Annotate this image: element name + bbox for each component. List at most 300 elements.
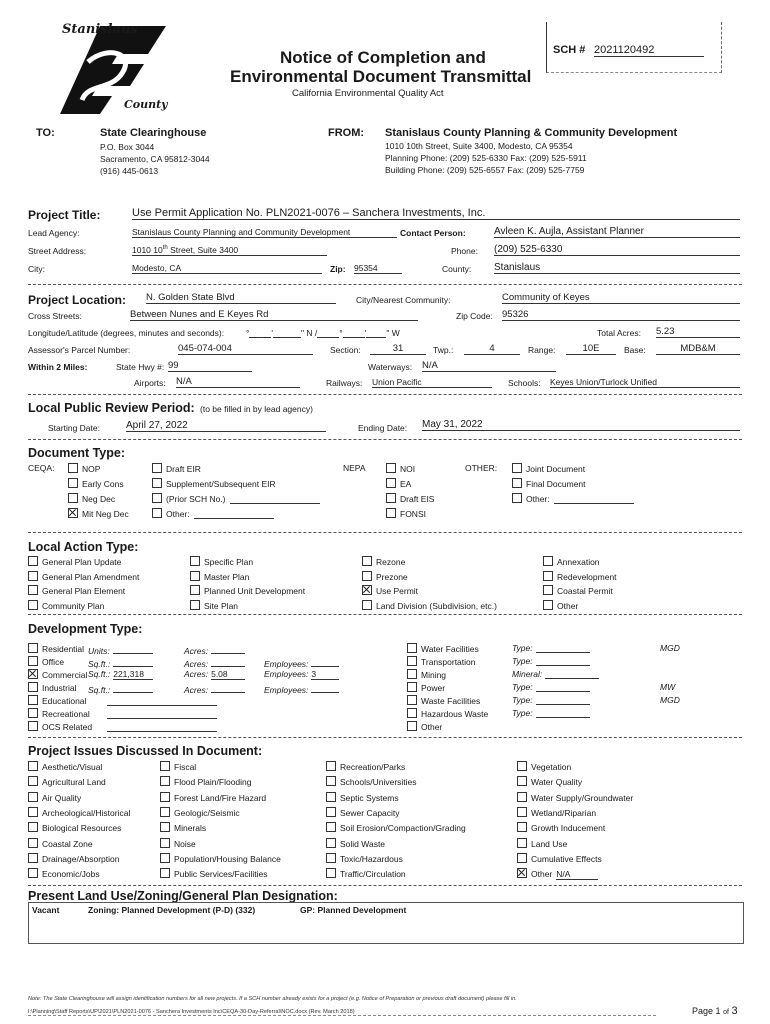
zip-code-field[interactable]: 95326 bbox=[502, 309, 740, 321]
option-label: Annexation bbox=[557, 557, 600, 567]
option-general-plan-amendment[interactable] bbox=[28, 571, 139, 582]
checkbox[interactable] bbox=[28, 643, 38, 653]
airports-field[interactable]: N/A bbox=[176, 376, 300, 388]
checkbox[interactable] bbox=[190, 571, 200, 581]
option-sewer-capacity[interactable] bbox=[326, 807, 400, 818]
apn-label: Assessor's Parcel Number: bbox=[28, 345, 131, 355]
option-fiscal[interactable] bbox=[160, 761, 196, 772]
checkbox[interactable] bbox=[407, 708, 417, 718]
option-label: Hazardous Waste bbox=[421, 709, 489, 719]
checkbox[interactable] bbox=[160, 807, 170, 817]
option-schools-universities[interactable] bbox=[326, 776, 417, 787]
option-prezone[interactable] bbox=[362, 571, 408, 582]
checkbox[interactable] bbox=[28, 822, 38, 832]
option-site-plan[interactable] bbox=[190, 600, 238, 611]
sch-label: SCH # bbox=[553, 44, 586, 56]
checkbox[interactable] bbox=[326, 792, 336, 802]
to-line-2: Sacramento, CA 95812-3044 bbox=[100, 154, 210, 164]
railways-field[interactable]: Union Pacific bbox=[372, 377, 492, 388]
blank-field[interactable] bbox=[230, 494, 320, 504]
checkbox[interactable] bbox=[28, 708, 38, 718]
dev-type-field[interactable] bbox=[512, 695, 590, 705]
county-field[interactable]: Stanislaus bbox=[494, 262, 740, 274]
dev-type-value[interactable] bbox=[536, 695, 590, 705]
option-drainage-absorption[interactable] bbox=[28, 853, 120, 864]
option-annexation[interactable] bbox=[543, 556, 600, 567]
dev-field-value[interactable] bbox=[211, 643, 245, 654]
checkbox[interactable] bbox=[407, 656, 417, 666]
option-waste-facilities[interactable] bbox=[407, 695, 480, 706]
option-cumulative-effects[interactable] bbox=[517, 853, 602, 864]
option-label: Redevelopment bbox=[557, 571, 617, 582]
option-label: FONSI bbox=[400, 509, 426, 519]
option-water-facilities[interactable] bbox=[407, 643, 479, 654]
option-label: Aesthetic/Visual bbox=[42, 762, 103, 772]
base-label: Base: bbox=[624, 345, 646, 355]
checkbox[interactable] bbox=[28, 556, 38, 566]
checkbox[interactable] bbox=[407, 643, 417, 653]
option-air-quality[interactable] bbox=[28, 792, 81, 803]
option-water-quality[interactable] bbox=[517, 776, 582, 787]
dev-field-acres[interactable] bbox=[184, 682, 245, 695]
checkbox[interactable] bbox=[543, 600, 553, 610]
option-residential[interactable] bbox=[28, 643, 84, 654]
option-label: Rezone bbox=[376, 557, 406, 567]
blank-field[interactable] bbox=[194, 509, 274, 519]
checkbox[interactable] bbox=[326, 838, 336, 848]
latlong-fields[interactable]: ° ' " N / ° ' " W bbox=[246, 328, 400, 338]
dev-field-value[interactable]: 221,318 bbox=[113, 669, 153, 680]
checkbox[interactable] bbox=[28, 792, 38, 802]
option-specific-plan[interactable] bbox=[190, 556, 253, 567]
checkbox[interactable] bbox=[190, 585, 200, 595]
dev-field-value[interactable] bbox=[311, 656, 339, 667]
option-water-supply-groundwater[interactable] bbox=[517, 792, 633, 803]
to-line-3: (916) 445-0613 bbox=[100, 166, 159, 176]
option-early-cons[interactable] bbox=[68, 478, 124, 489]
phone-label: Phone: bbox=[451, 246, 478, 256]
state-hwy-field[interactable]: 99 bbox=[168, 360, 252, 372]
checkbox[interactable] bbox=[386, 463, 396, 473]
dev-field-label: Employees: bbox=[264, 685, 309, 695]
option-minerals[interactable] bbox=[160, 822, 206, 833]
blank-field[interactable] bbox=[554, 494, 634, 504]
dev-field-value[interactable] bbox=[107, 695, 217, 706]
checkbox[interactable] bbox=[362, 585, 372, 595]
option-other[interactable] bbox=[517, 868, 598, 879]
option-land-division-subdivision-etc[interactable] bbox=[362, 600, 497, 611]
option-label: Archeological/Historical bbox=[42, 807, 131, 818]
divider bbox=[28, 394, 742, 395]
option-draft-eis[interactable] bbox=[386, 493, 434, 504]
dev-field-value[interactable] bbox=[113, 682, 153, 693]
option-fonsi[interactable] bbox=[386, 508, 426, 519]
option-planned-unit-development[interactable] bbox=[190, 585, 305, 596]
phone-field[interactable]: (209) 525-6330 bbox=[494, 244, 740, 256]
dev-unit-label: MGD bbox=[660, 695, 680, 705]
checkbox[interactable] bbox=[362, 556, 372, 566]
starting-date-field[interactable]: April 27, 2022 bbox=[126, 420, 326, 432]
checkbox[interactable] bbox=[28, 585, 38, 595]
checkbox[interactable] bbox=[28, 807, 38, 817]
option-hazardous-waste[interactable] bbox=[407, 708, 488, 719]
checkbox[interactable] bbox=[28, 721, 38, 731]
total-acres-field[interactable]: 5.23 bbox=[656, 326, 740, 338]
checkbox[interactable] bbox=[190, 600, 200, 610]
option-land-use[interactable] bbox=[517, 838, 567, 849]
checkbox[interactable] bbox=[326, 822, 336, 832]
option-traffic-circulation[interactable] bbox=[326, 868, 406, 879]
checkbox[interactable] bbox=[512, 478, 522, 488]
checkbox[interactable] bbox=[517, 807, 527, 817]
checkbox[interactable] bbox=[543, 556, 553, 566]
checkbox[interactable] bbox=[68, 508, 78, 518]
checkbox[interactable] bbox=[28, 761, 38, 771]
option-other[interactable] bbox=[407, 721, 442, 732]
from-line-1: 1010 10th Street, Suite 3400, Modesto, CA 95354 bbox=[385, 141, 573, 151]
project-location-field[interactable]: N. Golden State Blvd bbox=[146, 292, 336, 304]
option-office[interactable] bbox=[28, 656, 64, 667]
cross-streets-label: Cross Streets: bbox=[28, 311, 82, 321]
checkbox[interactable] bbox=[28, 656, 38, 666]
option-coastal-permit[interactable] bbox=[543, 585, 613, 596]
checkbox[interactable] bbox=[68, 493, 78, 503]
option-label: Community Plan bbox=[42, 600, 105, 611]
option-other[interactable] bbox=[152, 508, 274, 519]
schools-field[interactable]: Keyes Union/Turlock Unified bbox=[550, 377, 740, 388]
checkbox[interactable] bbox=[512, 493, 522, 503]
option-final-document[interactable] bbox=[512, 478, 586, 489]
option-geologic-seismic[interactable] bbox=[160, 807, 240, 818]
dev-type-field[interactable] bbox=[512, 656, 590, 666]
twp-field[interactable]: 4 bbox=[464, 343, 520, 355]
dev-field-value[interactable]: 5.08 bbox=[211, 669, 245, 680]
checkbox[interactable] bbox=[543, 571, 553, 581]
checkbox[interactable] bbox=[407, 682, 417, 692]
dev-field-sq-ft[interactable] bbox=[88, 669, 153, 680]
section-field[interactable]: 31 bbox=[370, 343, 426, 355]
cross-streets-field[interactable]: Between Nunes and E Keyes Rd bbox=[130, 309, 418, 321]
waterways-field[interactable]: N/A bbox=[422, 360, 556, 372]
dev-field-employees[interactable] bbox=[264, 656, 339, 669]
option-forest-land-fire-hazard[interactable] bbox=[160, 792, 266, 803]
nearest-community-label: City/Nearest Community: bbox=[356, 295, 451, 305]
option-wetland-riparian[interactable] bbox=[517, 807, 596, 818]
checkbox[interactable] bbox=[160, 868, 170, 878]
option-label: Draft EIS bbox=[400, 494, 435, 504]
option-public-services-facilities[interactable] bbox=[160, 868, 268, 879]
option-label: Traffic/Circulation bbox=[340, 869, 406, 880]
option-coastal-zone[interactable] bbox=[28, 838, 93, 849]
checkbox[interactable] bbox=[28, 776, 38, 786]
waterways-label: Waterways: bbox=[368, 362, 413, 372]
state-hwy-label: State Hwy #: bbox=[116, 362, 165, 372]
dev-field-sq-ft[interactable] bbox=[88, 656, 153, 669]
dev-field-value[interactable] bbox=[211, 656, 245, 667]
checkbox[interactable] bbox=[28, 669, 38, 679]
lead-agency-label: Lead Agency: bbox=[28, 228, 80, 238]
option-transportation[interactable] bbox=[407, 656, 476, 667]
checkbox[interactable] bbox=[407, 669, 417, 679]
option-label: Commercial bbox=[42, 670, 88, 680]
dev-field-blank[interactable] bbox=[104, 721, 217, 734]
sch-number-field[interactable]: 2021120492 bbox=[594, 44, 704, 57]
option-label: Coastal Permit bbox=[557, 586, 613, 596]
option-vegetation[interactable] bbox=[517, 761, 571, 772]
checkbox[interactable] bbox=[160, 853, 170, 863]
option-archeological-historical[interactable] bbox=[28, 807, 130, 818]
option-label: Geologic/Seismic bbox=[174, 807, 240, 818]
checkbox[interactable] bbox=[517, 868, 527, 878]
checkbox[interactable] bbox=[326, 853, 336, 863]
checkbox[interactable] bbox=[362, 571, 372, 581]
checkbox[interactable] bbox=[68, 463, 78, 473]
dev-field-value[interactable] bbox=[113, 643, 153, 654]
dev-field-value[interactable] bbox=[107, 721, 217, 732]
contact-person-field[interactable]: Avleen K. Aujla, Assistant Planner bbox=[494, 226, 740, 238]
option-label: Noise bbox=[174, 838, 196, 849]
total-acres-label: Total Acres: bbox=[597, 328, 641, 338]
city-field[interactable]: Modesto, CA bbox=[132, 263, 322, 274]
checkbox[interactable] bbox=[407, 721, 417, 731]
dev-type-field[interactable] bbox=[512, 643, 590, 653]
option-rezone[interactable] bbox=[362, 556, 405, 567]
option-industrial[interactable] bbox=[28, 682, 77, 693]
checkbox[interactable] bbox=[152, 463, 162, 473]
range-label: Range: bbox=[528, 345, 556, 355]
street-address-field[interactable]: 1010 10th Street, Suite 3400 bbox=[132, 245, 327, 256]
option-label: Power bbox=[421, 683, 446, 693]
option-nop[interactable] bbox=[68, 463, 100, 474]
checkbox[interactable] bbox=[517, 822, 527, 832]
option-educational[interactable] bbox=[28, 695, 86, 706]
checkbox[interactable] bbox=[326, 776, 336, 786]
option-value[interactable]: N/A bbox=[556, 869, 598, 880]
checkbox[interactable] bbox=[326, 868, 336, 878]
option-mining[interactable] bbox=[407, 669, 446, 680]
contact-person-label: Contact Person: bbox=[400, 228, 466, 238]
option-use-permit[interactable] bbox=[362, 585, 418, 596]
checkbox[interactable] bbox=[543, 585, 553, 595]
checkbox[interactable] bbox=[190, 556, 200, 566]
option-label: Planned Unit Development bbox=[204, 586, 306, 596]
within-2-miles-label: Within 2 Miles: bbox=[28, 362, 88, 372]
checkbox[interactable] bbox=[362, 600, 372, 610]
dev-field-value[interactable] bbox=[113, 656, 153, 667]
dev-field-value[interactable] bbox=[211, 682, 245, 693]
checkbox[interactable] bbox=[326, 807, 336, 817]
project-title-field[interactable]: Use Permit Application No. PLN2021-0076 – Sanchera Investments, Inc. bbox=[132, 207, 740, 220]
option-label: Solid Waste bbox=[340, 838, 386, 849]
option-label: Master Plan bbox=[204, 571, 250, 582]
airports-label: Airports: bbox=[134, 378, 166, 388]
option-label: Population/Housing Balance bbox=[174, 853, 281, 864]
checkbox[interactable] bbox=[160, 792, 170, 802]
dev-field-employees[interactable] bbox=[264, 669, 339, 680]
dev-type-field[interactable] bbox=[512, 682, 590, 692]
dev-field-blank[interactable] bbox=[104, 695, 217, 708]
dev-field-label: Acres: bbox=[184, 646, 209, 656]
checkbox[interactable] bbox=[28, 695, 38, 705]
option-mit-neg-dec[interactable] bbox=[68, 508, 129, 519]
checkbox[interactable] bbox=[28, 838, 38, 848]
option-general-plan-update[interactable] bbox=[28, 556, 121, 567]
option-other[interactable] bbox=[543, 600, 578, 611]
checkbox[interactable] bbox=[326, 761, 336, 771]
checkbox[interactable] bbox=[160, 838, 170, 848]
option-label: Industrial bbox=[42, 683, 77, 693]
option-noi[interactable] bbox=[386, 463, 415, 474]
option-joint-document[interactable] bbox=[512, 463, 585, 474]
option-label: Coastal Zone bbox=[42, 838, 93, 849]
option-septic-systems[interactable] bbox=[326, 792, 399, 803]
option-flood-plain-flooding[interactable] bbox=[160, 776, 252, 787]
dev-type-label: Type: bbox=[512, 656, 533, 666]
option-label: Public Services/Facilities bbox=[174, 869, 268, 880]
option-draft-eir[interactable] bbox=[152, 463, 201, 474]
option-commercial[interactable] bbox=[28, 669, 87, 680]
checkbox[interactable] bbox=[517, 776, 527, 786]
option-label: NOI bbox=[400, 464, 416, 474]
dev-unit-label: MGD bbox=[660, 643, 680, 653]
dev-field-acres[interactable] bbox=[184, 643, 245, 656]
option-other[interactable] bbox=[512, 493, 634, 504]
zip-code-label: Zip Code: bbox=[456, 311, 493, 321]
option-label: Neg Dec bbox=[82, 494, 116, 504]
latlong-label: Longitude/Latitude (degrees, minutes and seconds): bbox=[28, 328, 225, 338]
checkbox[interactable] bbox=[28, 868, 38, 878]
dev-type-label: Type: bbox=[512, 643, 533, 653]
dev-field-employees[interactable] bbox=[264, 682, 339, 695]
checkbox[interactable] bbox=[28, 853, 38, 863]
checkbox[interactable] bbox=[160, 822, 170, 832]
checkbox[interactable] bbox=[407, 695, 417, 705]
nearest-community-field[interactable]: Community of Keyes bbox=[502, 292, 740, 304]
dev-field-label: Employees: bbox=[264, 669, 309, 679]
option-label: Growth Inducement bbox=[531, 823, 606, 834]
checkbox[interactable] bbox=[386, 508, 396, 518]
option-label: Schools/Universities bbox=[340, 777, 417, 788]
option-label: Waste Facilities bbox=[421, 696, 481, 706]
checkbox[interactable] bbox=[152, 478, 162, 488]
checkbox[interactable] bbox=[517, 792, 527, 802]
checkbox[interactable] bbox=[152, 508, 162, 518]
option-neg-dec[interactable] bbox=[68, 493, 115, 504]
option-general-plan-element[interactable] bbox=[28, 585, 125, 596]
dev-type-value[interactable] bbox=[545, 669, 599, 679]
dev-field-sq-ft[interactable] bbox=[88, 682, 153, 695]
option-community-plan[interactable] bbox=[28, 600, 104, 611]
option-ocs-related[interactable] bbox=[28, 721, 92, 732]
option-label: Sewer Capacity bbox=[340, 807, 400, 818]
base-field[interactable]: MDB&M bbox=[656, 343, 740, 355]
checkbox[interactable] bbox=[152, 493, 162, 503]
checkbox[interactable] bbox=[28, 571, 38, 581]
dev-field-units[interactable] bbox=[88, 643, 153, 656]
option-solid-waste[interactable] bbox=[326, 838, 385, 849]
dev-type-field[interactable] bbox=[512, 708, 590, 718]
checkbox[interactable] bbox=[28, 600, 38, 610]
option-growth-inducement[interactable] bbox=[517, 822, 605, 833]
dev-type-value[interactable] bbox=[536, 682, 590, 692]
option-label: Site Plan bbox=[204, 600, 239, 611]
option-ea[interactable] bbox=[386, 478, 411, 489]
option-label: Toxic/Hazardous bbox=[340, 853, 403, 864]
option-prior-sch-no[interactable] bbox=[152, 493, 320, 504]
checkbox[interactable] bbox=[386, 478, 396, 488]
option-label: Supplement/Subsequent EIR bbox=[166, 479, 276, 489]
checkbox[interactable] bbox=[517, 853, 527, 863]
zip-field[interactable]: 95354 bbox=[354, 263, 402, 274]
checkbox[interactable] bbox=[68, 478, 78, 488]
option-redevelopment[interactable] bbox=[543, 571, 617, 582]
option-soil-erosion-compaction-grading[interactable] bbox=[326, 822, 466, 833]
option-toxic-hazardous[interactable] bbox=[326, 853, 403, 864]
option-noise[interactable] bbox=[160, 838, 196, 849]
checkbox[interactable] bbox=[386, 493, 396, 503]
nepa-label: NEPA bbox=[343, 463, 366, 473]
option-recreation-parks[interactable] bbox=[326, 761, 405, 772]
dev-field-value[interactable]: 3 bbox=[311, 669, 339, 680]
apn-field[interactable]: 045-074-004 bbox=[178, 343, 313, 355]
option-master-plan[interactable] bbox=[190, 571, 249, 582]
option-label: Wetland/Riparian bbox=[531, 807, 597, 818]
checkbox[interactable] bbox=[512, 463, 522, 473]
option-label: Vegetation bbox=[531, 762, 572, 772]
dev-type-field[interactable] bbox=[512, 669, 599, 679]
option-label: Other: bbox=[526, 494, 550, 504]
option-aesthetic-visual[interactable] bbox=[28, 761, 102, 772]
dev-type-value[interactable] bbox=[536, 708, 590, 718]
ending-date-field[interactable]: May 31, 2022 bbox=[422, 419, 740, 431]
dev-field-acres[interactable] bbox=[184, 669, 245, 680]
checkbox[interactable] bbox=[517, 761, 527, 771]
dev-field-value[interactable] bbox=[107, 708, 217, 719]
footer-note: Note: The State Clearinghouse will assign identification numbers for all new projects. If a SCH number already exists for a project (e.g. Notice of Preparation or previous draft document) please fill in. bbox=[28, 996, 517, 1002]
checkbox[interactable] bbox=[160, 776, 170, 786]
option-supplement-subsequent-eir[interactable] bbox=[152, 478, 276, 489]
option-economic-jobs[interactable] bbox=[28, 868, 100, 879]
range-field[interactable]: 10E bbox=[566, 343, 616, 355]
dev-field-acres[interactable] bbox=[184, 656, 245, 669]
subtitle: California Environmental Quality Act bbox=[292, 88, 444, 99]
lead-agency-field[interactable]: Stanislaus County Planning and Community Development bbox=[132, 227, 397, 238]
schools-label: Schools: bbox=[508, 378, 541, 388]
checkbox[interactable] bbox=[28, 682, 38, 692]
dev-type-label: Type: bbox=[512, 682, 533, 692]
option-recreational[interactable] bbox=[28, 708, 90, 719]
option-power[interactable] bbox=[407, 682, 445, 693]
option-label: Office bbox=[42, 657, 65, 667]
checkbox[interactable] bbox=[517, 838, 527, 848]
to-line-1: P.O. Box 3044 bbox=[100, 142, 155, 152]
option-label: Fiscal bbox=[174, 762, 197, 772]
dev-type-value[interactable] bbox=[536, 643, 590, 653]
dev-field-value[interactable] bbox=[311, 682, 339, 693]
option-label: Minerals bbox=[174, 823, 207, 834]
option-agricultural-land[interactable] bbox=[28, 776, 106, 787]
dev-field-label: Acres: bbox=[184, 659, 209, 669]
checkbox[interactable] bbox=[160, 761, 170, 771]
option-label: Septic Systems bbox=[340, 792, 399, 803]
document-type-label: Document Type: bbox=[28, 446, 125, 460]
dev-field-blank[interactable] bbox=[104, 708, 217, 721]
dev-type-value[interactable] bbox=[536, 656, 590, 666]
dev-type-label: Mineral: bbox=[512, 669, 543, 679]
dev-field-label: Acres: bbox=[184, 669, 209, 679]
option-population-housing-balance[interactable] bbox=[160, 853, 281, 864]
option-biological-resources[interactable] bbox=[28, 822, 121, 833]
